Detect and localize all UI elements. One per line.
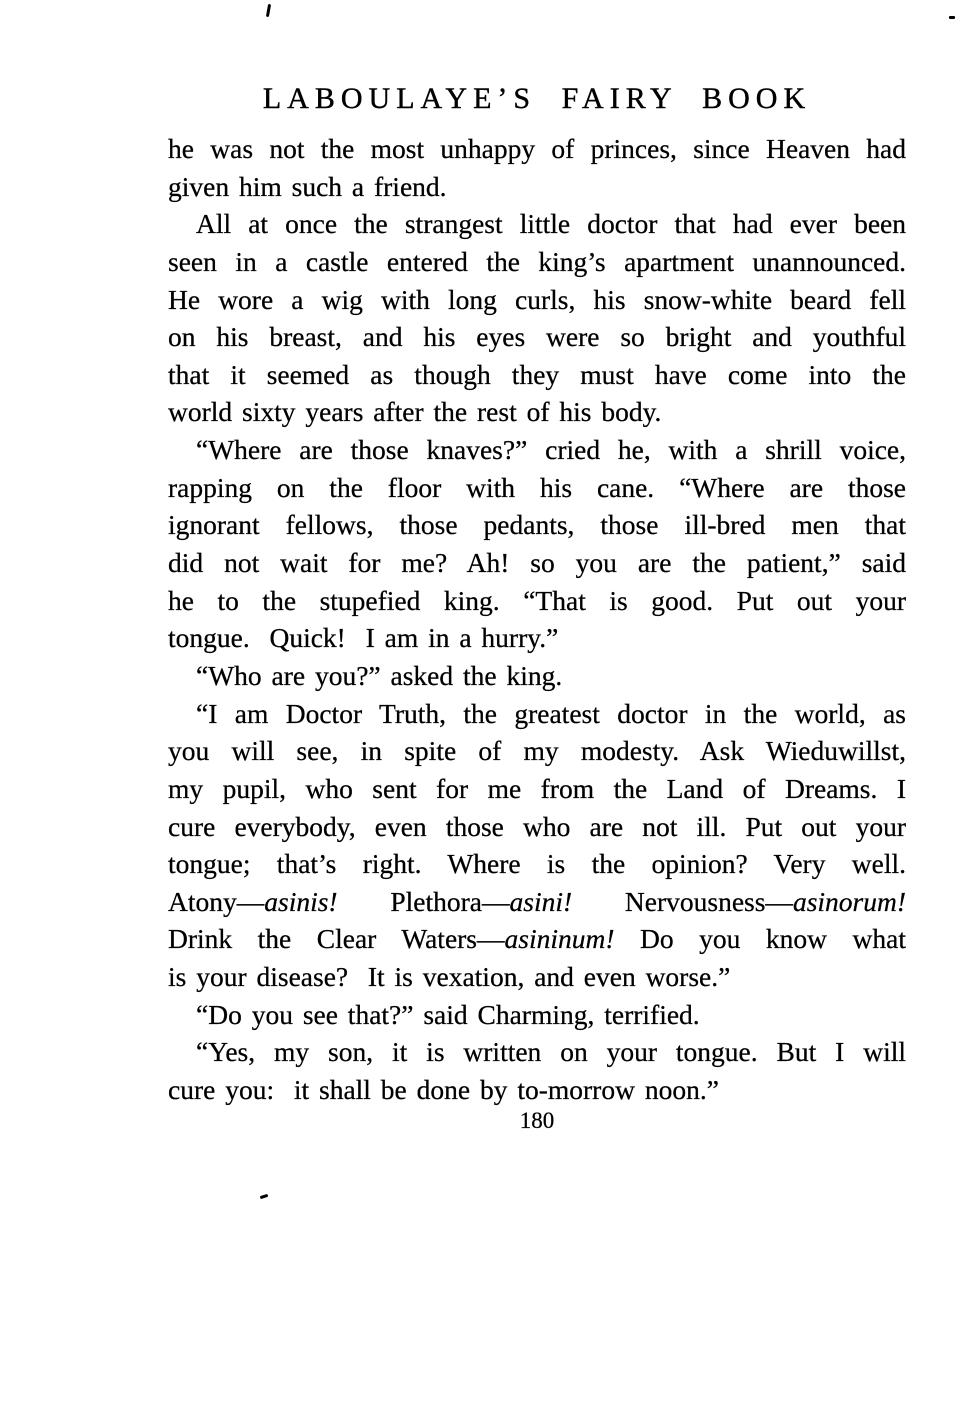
text-line bbox=[168, 168, 906, 206]
italic-text-run: asininum! bbox=[504, 923, 615, 955]
text-run: that it seemed as though they must have come into the bbox=[168, 358, 906, 390]
text-run: “Where are those knaves?” cried he, with a shrill voice, bbox=[196, 434, 906, 466]
text-run: world sixty years after the rest of his body. bbox=[168, 396, 662, 428]
text-run: cure everybody, even those who are not ill. Put out your bbox=[168, 810, 906, 842]
text-line bbox=[168, 582, 906, 620]
text-run: “I am Doctor Truth, the greatest doctor in the world, as bbox=[196, 697, 906, 729]
text-line bbox=[168, 657, 906, 695]
italic-text-run: asinis! bbox=[264, 885, 338, 917]
text-line bbox=[168, 695, 906, 733]
text-run: ignorant fellows, those pedants, those ill-bred men that bbox=[168, 509, 906, 541]
text-run: cure you: it shall be done by to-morrow noon.” bbox=[168, 1074, 719, 1106]
text-run: did not wait for me? Ah! so you are the patient,” said bbox=[168, 547, 906, 579]
text-line bbox=[168, 958, 906, 996]
text-run: tongue; that’s right. Where is the opinion? Very well. bbox=[168, 848, 906, 880]
text-line bbox=[168, 732, 906, 770]
text-line bbox=[168, 506, 906, 544]
ink-speck-top-right bbox=[949, 16, 955, 19]
text-run: Drink the Clear Waters— bbox=[168, 923, 505, 955]
text-line bbox=[168, 318, 906, 356]
text-run: He wore a wig with long curls, his snow-white beard fell bbox=[168, 283, 906, 315]
text-line bbox=[168, 469, 906, 507]
text-line bbox=[168, 1033, 906, 1071]
text-line bbox=[168, 770, 906, 808]
text-run: All at once the strangest little doctor that had ever been bbox=[196, 208, 906, 240]
text-run: Plethora— bbox=[337, 885, 510, 917]
italic-text-run: asinorum! bbox=[792, 885, 906, 917]
text-run: seen in a castle entered the king’s apartment unannounced. bbox=[168, 245, 906, 277]
text-run: rapping on the floor with his cane. “Where are those bbox=[168, 471, 906, 503]
text-run: Atony— bbox=[168, 885, 265, 917]
ink-speck-bottom bbox=[260, 1194, 269, 1199]
text-line bbox=[168, 808, 906, 846]
text-run: you will see, in spite of my modesty. Ask Wieduwillst, bbox=[168, 735, 906, 767]
text-line bbox=[168, 205, 906, 243]
text-run: Nervousness— bbox=[572, 885, 793, 917]
text-line bbox=[168, 356, 906, 394]
text-run: is your disease? It is vexation, and even worse.” bbox=[168, 961, 731, 993]
text-run: he to the stupefied king. “That is good. Put out your bbox=[168, 584, 906, 616]
text-body bbox=[168, 130, 906, 1109]
text-line bbox=[168, 431, 906, 469]
text-line bbox=[168, 130, 906, 168]
page-number: 180 bbox=[519, 1108, 555, 1133]
text-run: “Yes, my son, it is written on your tongue. But I will bbox=[196, 1036, 906, 1068]
text-line bbox=[168, 544, 906, 582]
text-line bbox=[168, 996, 906, 1034]
text-line bbox=[168, 243, 906, 281]
text-run: Do you know what bbox=[614, 923, 906, 955]
text-line bbox=[168, 845, 906, 883]
text-run: given him such a friend. bbox=[168, 170, 447, 202]
italic-text-run: asini! bbox=[509, 885, 573, 917]
text-run: my pupil, who sent for me from the Land of Dreams. I bbox=[168, 772, 906, 804]
ink-speck-top bbox=[266, 4, 271, 17]
text-run: on his breast, and his eyes were so bright and youthful bbox=[168, 321, 906, 353]
text-run: he was not the most unhappy of princes, since Heaven had bbox=[168, 133, 906, 164]
text-line bbox=[168, 883, 906, 921]
text-run: “Do you see that?” said Charming, terrified. bbox=[196, 998, 700, 1030]
text-line bbox=[168, 1071, 906, 1109]
running-head: LABOULAYE’S FAIRY BOOK bbox=[262, 82, 812, 115]
text-line bbox=[168, 393, 906, 431]
text-run: tongue. Quick! I am in a hurry.” bbox=[168, 622, 559, 654]
text-line bbox=[168, 619, 906, 657]
text-line bbox=[168, 281, 906, 319]
text-run: “Who are you?” asked the king. bbox=[196, 659, 563, 691]
text-line bbox=[168, 920, 906, 958]
